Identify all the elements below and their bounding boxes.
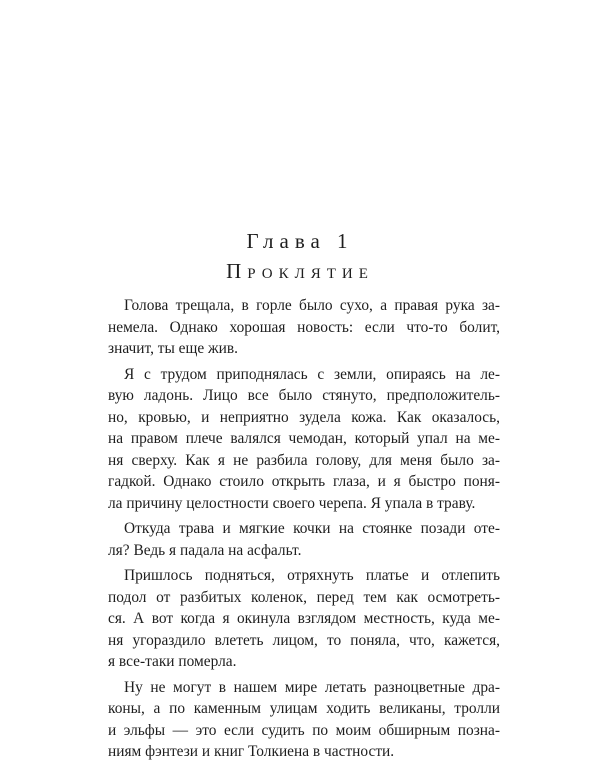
text-line: Голова трещала, в горле было сухо, а правая рука за- [124,297,500,314]
text-line: коны, а по каменным улицам ходить великаны, тролли [108,700,500,717]
text-line: я все-таки померла. [108,653,237,670]
text-line: Откуда трава и мягкие кочки на стоянке позади оте- [124,520,500,537]
text-line: на правом плече валялся чемодан, который упал на ме- [108,430,500,447]
text-line: Пришлось подняться, отряхнуть платье и отлепить [124,567,500,584]
paragraph [108,518,500,561]
text-line: Я с трудом приподнялась с земли, опираясь на ле- [124,365,500,383]
text-line: значит, ты еще жив. [108,340,239,357]
text-line: ниям фэнтези и книг Толкиена в частности. [108,743,395,760]
text-line: подол от разбитых коленок, перед тем как осмотреть- [108,588,500,606]
text-line: и эльфы — это если судить по моим обширным позна- [108,721,500,739]
chapter-number: Глава 1 [246,229,354,253]
text-line: Ну не могут в нашем мире летать разноцветные дра- [124,678,500,696]
paragraph [108,565,500,673]
text-line: ня сверху. Как я не разбила голову, для меня было за- [108,451,500,469]
text-line: гадкой. Однако стоило открыть глаза, и я быстро поня- [108,473,500,490]
text-line: ла причину целостности своего черепа. Я упала в траву. [108,494,476,512]
text-line: ня угораздило влететь лицом, то поняла, что, кажется, [108,631,500,649]
body-text [108,295,500,763]
text-line: вую ладонь. Лицо все было стянуто, предположитель- [108,387,500,404]
text-line: ля? Ведь я падала на асфальт. [108,541,302,559]
paragraph [108,295,500,360]
text-line: немела. Однако хорошая новость: если что-то болит, [108,318,500,336]
chapter-title: Проклятие [226,259,374,283]
text-line: ся. А вот когда я окинула взглядом местность, куда ме- [108,610,500,627]
paragraph [108,364,500,515]
text-line: но, кровью, и неприятно зудела кожа. Как оказалось, [108,408,500,426]
